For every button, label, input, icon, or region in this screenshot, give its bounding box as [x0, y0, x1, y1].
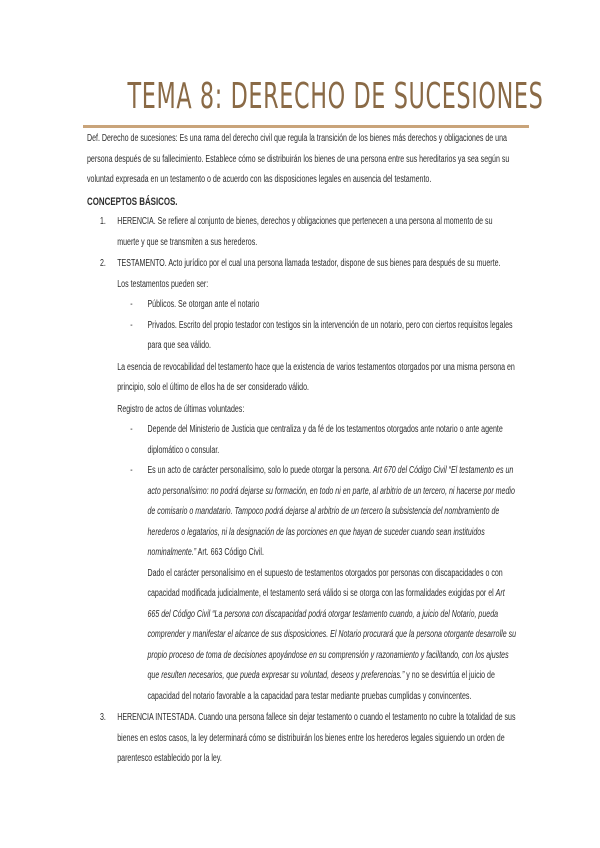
registry-point-2: [87, 461, 516, 564]
title-divider: [83, 125, 529, 128]
list-item-herencia: [87, 212, 516, 253]
bullet-text: Es un acto de carácter personalísimo, solo lo puede otorgar la persona.: [147, 465, 373, 476]
dash-bullet: -: [130, 424, 133, 435]
revocability-paragraph: La esencia de revocabilidad del testamento hace que la existencia de varios testamentos otorgados por una misma persona en principio, solo el último de ellos ha de ser considerado válido.: [117, 361, 515, 393]
testament-type-publico: [87, 295, 516, 316]
list-item-herencia-intestada: [87, 708, 516, 770]
bullet-text: Depende del Ministerio de Justicia que centraliza y da fé de los testamentos otorgados ante notario o ante agente diplomático o consular.: [147, 424, 503, 456]
list-number: 2.: [99, 258, 106, 269]
paragraph-text: y no se desvirtúa el juicio de capacidad del notario favorable a la capacidad para testar mediante pruebas cumplidas y convincentes.: [147, 670, 495, 702]
document-body: [87, 129, 516, 770]
bullet-text: Públicos. Se otorgan ante el notario: [147, 299, 260, 310]
dash-bullet: -: [130, 299, 133, 310]
list-number: 1.: [99, 216, 106, 227]
definition: Def. Derecho de sucesiones: Es una rama del derecho civil que regula la transición de los bienes más derechos y obligaciones de una persona después de su fallecimiento. Establece cómo se distribuirán los bienes de una persona entre sus hereditarios ya sea según su voluntad expresada en un testamento o de acuerdo con las disposiciones legales en ausencia del testamento.: [87, 133, 510, 185]
registry-point-1: [87, 420, 516, 461]
dash-bullet: -: [130, 465, 133, 476]
registry-heading: Registro de actos de últimas voluntades:: [117, 403, 245, 415]
disability-paragraph: [87, 564, 516, 708]
list-item-testamento: [87, 254, 516, 275]
dash-bullet: -: [130, 319, 133, 331]
legal-quote-art665: Art 665 del Código Civil “La persona con discapacidad podrá otorgar testamento cuando, a juicio del Notario, pueda comprender y manifestar el alcance de sus disposiciones. El Notario procurará que la persona otorgante desarrolle su propio proceso de toma de decisiones apoyándose en su comprensión y razonamiento y facilitando, con los ajustes que resulten necesarios, que pueda expresar su voluntad, deseos y preferencias.”: [147, 588, 517, 681]
paragraph-text: Dado el carácter personalísimo en el supuesto de testamentos otorgados por personas con discapacidades o con capacidad modificada judicialmente, el testamento será válido si se otorga con las formalidades exigidas por el: [147, 567, 503, 599]
list-item-text: HERENCIA. Se refiere al conjunto de bienes, derechos y obligaciones que pertenecen a una persona al momento de su muerte y que se transmiten a sus herederos.: [117, 216, 493, 248]
list-item-text: HERENCIA INTESTADA. Cuando una persona fallece sin dejar testamento o cuando el testamento no cubre la totalidad de sus bienes en estos casos, la ley determinará cómo se distribuirán los bienes entre los herederos legales siguiendo un orden de parentesco establecido por la ley.: [117, 712, 516, 764]
title-text: TEMA 8: DERECHO DE SUCESIONES: [127, 76, 544, 117]
list-number: 3.: [99, 712, 106, 723]
legal-quote-art670: Art 670 del Código Civil “El testamento es un acto personalísimo: no podrá dejarse su formación, en todo ni en parte, al arbitrio de un tercero, ni hacerse por medio de comisario o mandatario. Tampoco podrá dejarse al arbitrio de un tercero la subsistencia del nombramiento de herederos o legatarios, ni la designación de las porciones en que hayan de suceder cuando sean instituidos nominalmente.”: [147, 465, 515, 558]
bullet-text: Privados. Escrito del propio testador con testigos sin la intervención de un notario, pero con ciertos requisitos legales para que sea válido.: [147, 319, 513, 351]
list-item-text: TESTAMENTO. Acto jurídico por el cual una persona llamada testador, dispone de sus bienes para después de su muerte.: [117, 258, 501, 269]
testament-type-privado: [87, 316, 516, 357]
section-heading: CONCEPTOS BÁSICOS.: [87, 195, 178, 208]
page-title: [0, 76, 600, 117]
testament-types-intro: Los testamentos pueden ser:: [117, 278, 209, 290]
citation: Art. 663 Código Civil.: [196, 547, 264, 558]
